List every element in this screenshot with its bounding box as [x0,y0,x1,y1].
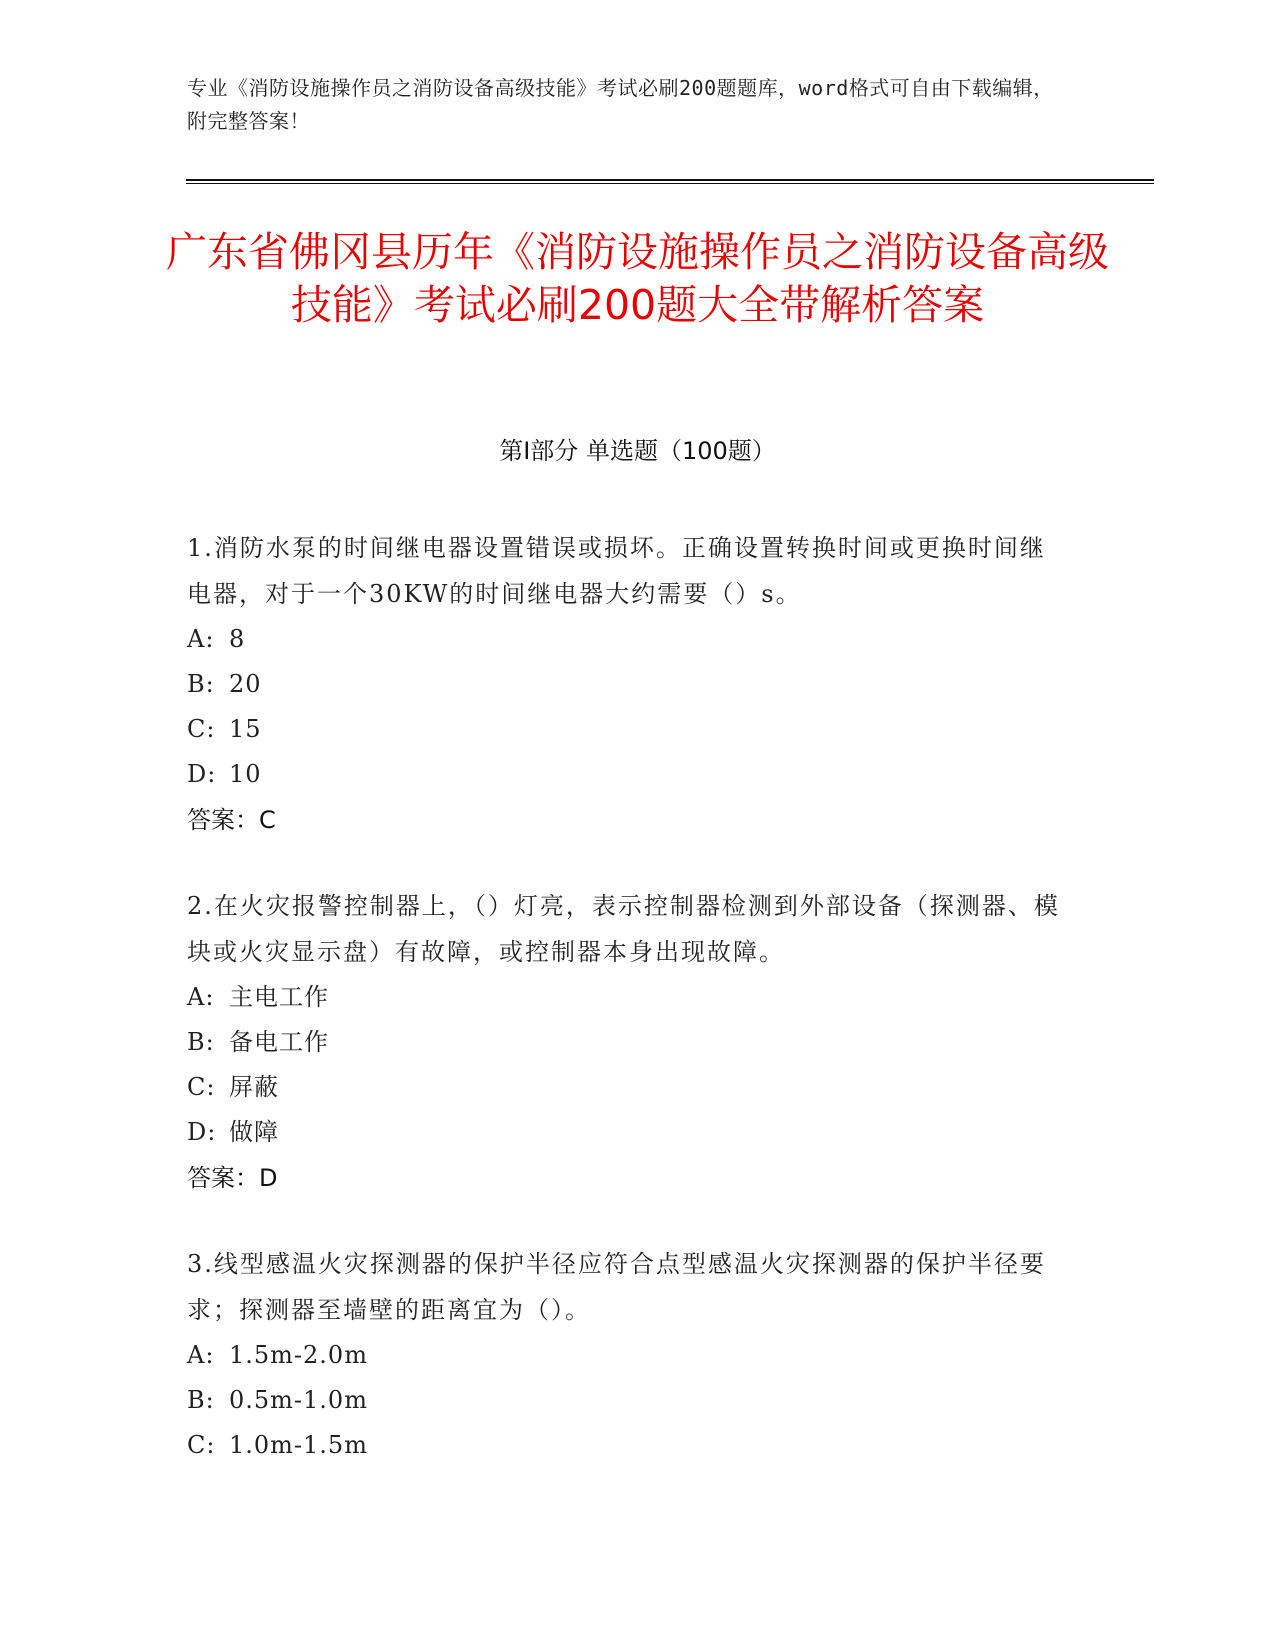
option-d [187,1110,1067,1155]
option-value: 主电工作 [229,983,329,1011]
option-key: B: [187,1386,215,1414]
option-key: B: [187,1028,215,1056]
answer: 答案：C [187,806,276,834]
option-key: B: [187,670,215,698]
question-2 [187,883,1067,1201]
option-value: 8 [229,625,246,653]
option-value: 1.0m-1.5m [229,1431,368,1459]
option-key: C: [187,715,216,743]
header-divider-thin [186,183,1154,184]
option-key: A: [187,625,215,653]
answer: 答案：D [187,1164,278,1192]
document-title: 广东省佛冈县历年《消防设施操作员之消防设备高级技能》考试必刷200题大全带解析答案 [166,228,1109,329]
option-value: 15 [229,715,262,743]
option-key: D: [187,760,217,788]
option-d [187,752,1067,797]
option-b [187,662,1067,707]
option-value: 10 [229,760,262,788]
option-key: C: [187,1431,216,1459]
option-value: 20 [229,670,262,698]
option-key: A: [187,1341,215,1369]
option-b [187,1020,1067,1065]
option-c [187,1065,1067,1110]
option-key: D: [187,1118,217,1146]
option-a [187,975,1067,1020]
option-key: C: [187,1073,216,1101]
option-c [187,1423,1067,1468]
header-divider-thick [186,179,1154,181]
header-note: 专业《消防设施操作员之消防设备高级技能》考试必刷200题题库，word格式可自由下载编辑，附完整答案！ [187,76,1054,133]
option-a [187,617,1067,662]
option-value: 屏蔽 [229,1073,279,1101]
question-3 [187,1241,1067,1468]
option-key: A: [187,983,215,1011]
option-value: 备电工作 [229,1028,329,1056]
question-list [187,525,1067,1508]
option-b [187,1378,1067,1423]
option-value: 0.5m-1.0m [229,1386,368,1414]
option-a [187,1333,1067,1378]
option-value: 1.5m-2.0m [229,1341,368,1369]
option-c [187,707,1067,752]
question-1 [187,525,1067,843]
question-text: 2.在火灾报警控制器上，（）灯亮，表示控制器检测到外部设备（探测器、模块或火灾显示盘）有故障，或控制器本身出现故障。 [187,892,1060,966]
section-heading: 第Ⅰ部分 单选题（100题） [499,437,776,465]
question-text: 1.消防水泵的时间继电器设置错误或损坏。正确设置转换时间或更换时间继电器，对于一个30KW的时间继电器大约需要（）s。 [187,534,1046,608]
question-text: 3.线型感温火灾探测器的保护半径应符合点型感温火灾探测器的保护半径要求；探测器至墙壁的距离宜为（）。 [187,1250,1046,1324]
option-value: 做障 [229,1118,279,1146]
